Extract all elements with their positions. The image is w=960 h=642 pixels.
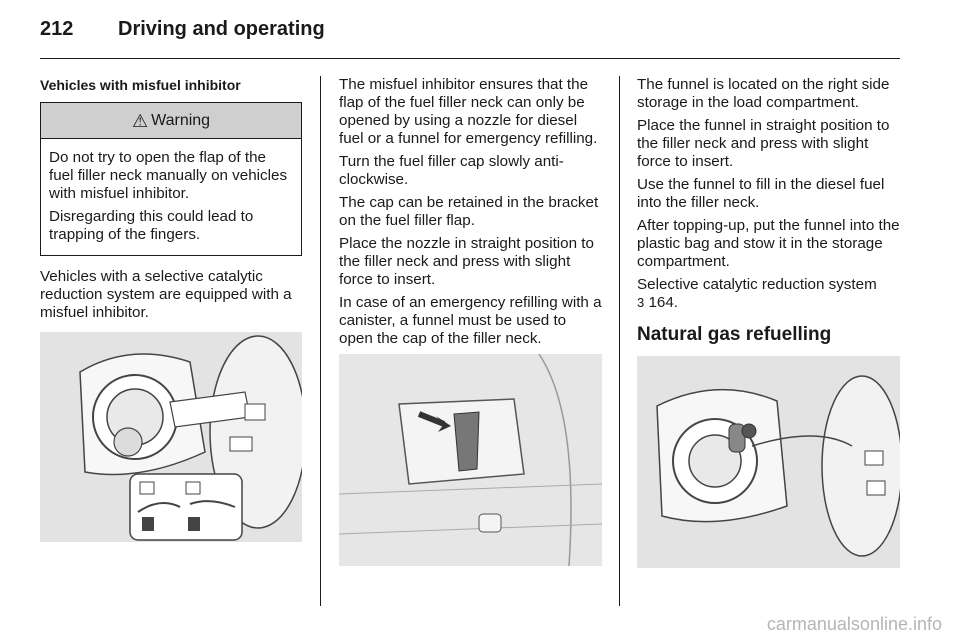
col3-paragraph-4: After topping-up, put the funnel into the plastic bag and stow it in the storage compartment. [637, 217, 900, 270]
column-3 [637, 76, 900, 568]
page-reference-link[interactable]: 164. [648, 294, 679, 311]
scr-paragraph: Vehicles with a selective catalytic reduction system are equipped with a misfuel inhibitor. [40, 268, 292, 321]
fuel-filler-illustration [40, 332, 302, 542]
column-2 [339, 76, 602, 566]
page-header [40, 18, 325, 48]
col2-paragraph-2: Turn the fuel filler cap slowly anti-clockwise. [339, 153, 564, 188]
col2-paragraph-1: The misfuel inhibitor ensures that the flap of the fuel filler neck can only be opened by using a nozzle for diesel fuel or a funnel for emergency refilling. [339, 76, 598, 147]
natural-gas-drawing [637, 356, 900, 568]
col3-paragraph-5 [637, 276, 900, 312]
natural-gas-heading: Natural gas refuelling [637, 324, 832, 345]
warning-body [41, 139, 301, 255]
warning-triangle-icon: ⚠ [131, 110, 149, 131]
col3-paragraph-2: Place the funnel in straight position to the filler neck and press with slight force to insert. [637, 117, 890, 170]
scr-reference-text: Selective catalytic reduction system [637, 276, 877, 293]
warning-title: Warning [151, 111, 211, 129]
load-compartment-illustration [339, 354, 602, 566]
page-reference-arrow-icon: 3 [637, 295, 645, 310]
column-divider-1 [320, 76, 321, 606]
watermark: carmanualsonline.info [766, 614, 942, 634]
col3-paragraph-1: The funnel is located on the right side storage in the load compartment. [637, 76, 890, 111]
column-divider-2 [619, 76, 620, 606]
col2-paragraph-3: The cap can be retained in the bracket on the fuel filler flap. [339, 194, 599, 229]
page-number: 212 [40, 18, 74, 40]
col2-paragraph-5: In case of an emergency refilling with a canister, a funnel must be used to open the cap of the filler neck. [339, 294, 602, 347]
header-divider [40, 58, 900, 59]
misfuel-inhibitor-heading: Vehicles with misfuel inhibitor [40, 77, 241, 93]
fuel-filler-drawing [40, 332, 302, 542]
warning-header [41, 103, 301, 139]
warning-text-1: Do not try to open the flap of the fuel filler neck manually on vehicles with misfuel inhibitor. [49, 149, 288, 202]
load-compartment-drawing [339, 354, 602, 566]
warning-text-2: Disregarding this could lead to trapping of the fingers. [49, 208, 254, 243]
col2-paragraph-4: Place the nozzle in straight position to the filler neck and press with slight force to insert. [339, 235, 594, 288]
chapter-title: Driving and operating [118, 18, 325, 40]
col3-paragraph-3: Use the funnel to fill in the diesel fuel into the filler neck. [637, 176, 885, 211]
warning-box [40, 102, 302, 256]
column-1 [40, 76, 302, 542]
natural-gas-illustration [637, 356, 900, 568]
